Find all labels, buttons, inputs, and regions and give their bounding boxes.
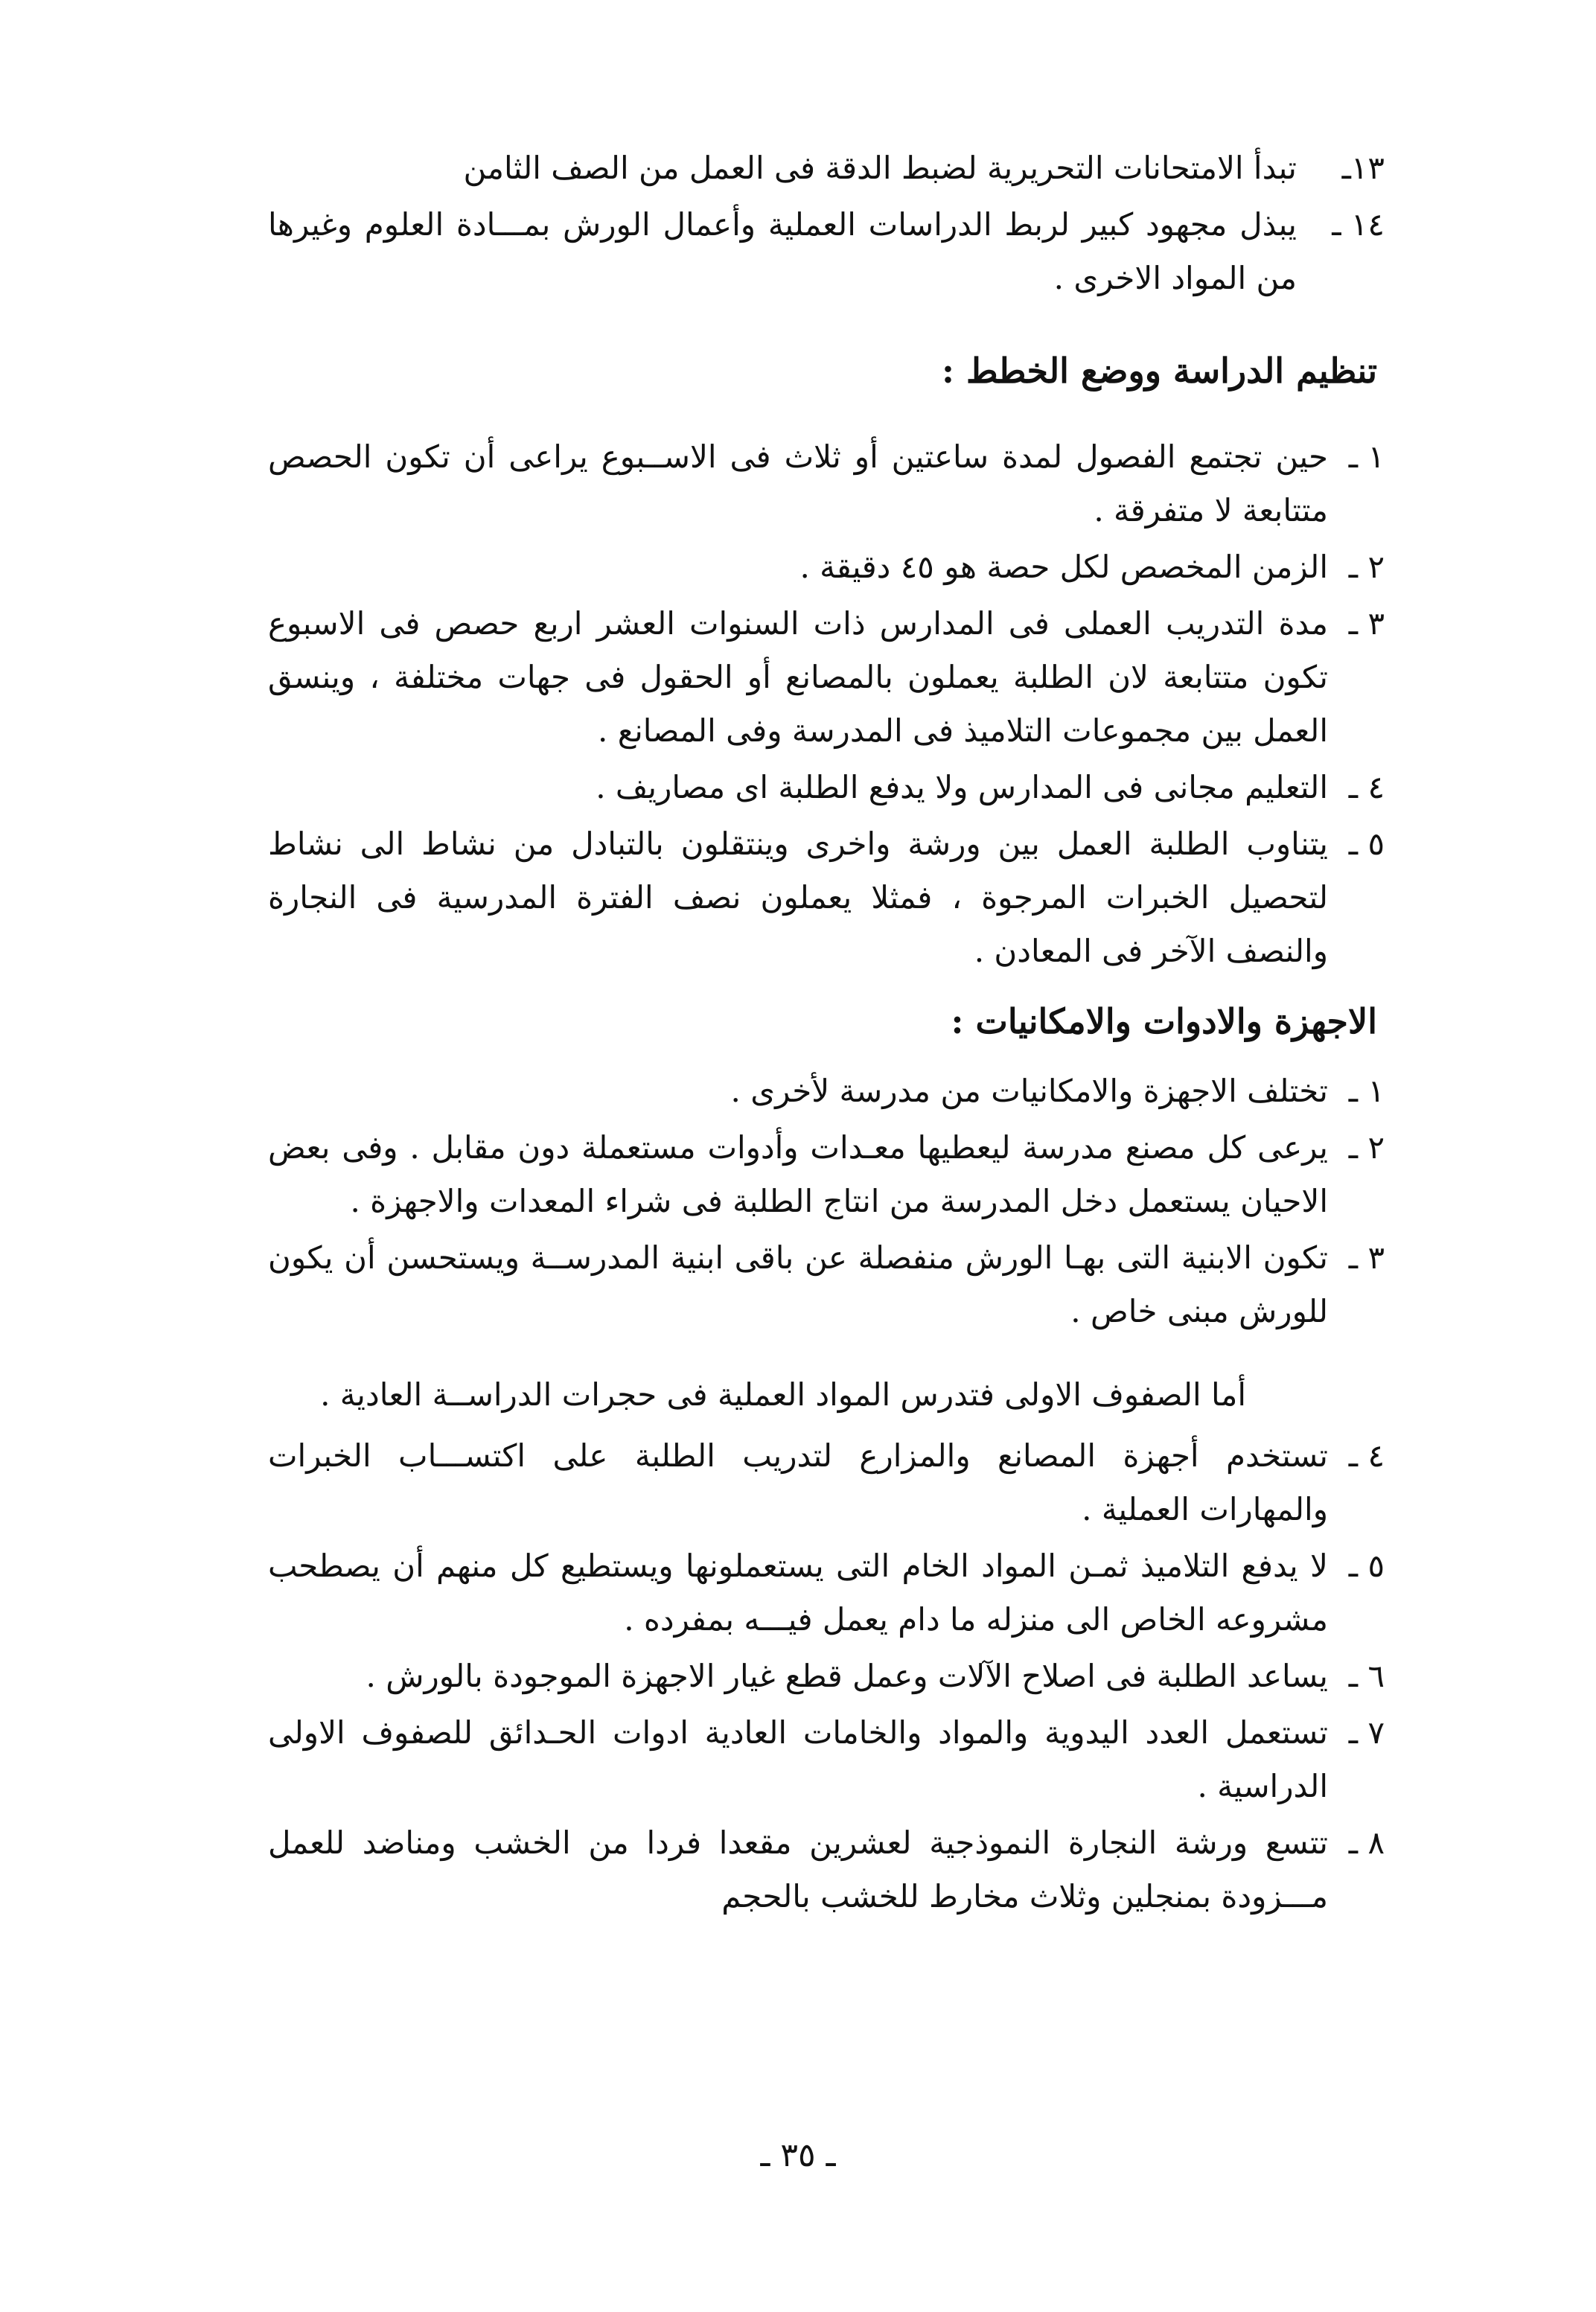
item-number: ٦ ـ xyxy=(1348,1658,1385,1694)
list-item xyxy=(268,1121,1385,1228)
item-number: ٥ ـ xyxy=(1348,1548,1385,1584)
item-text: تختلف الاجهزة والامكانيات من مدرسة لأخرى . xyxy=(730,1073,1328,1109)
list-item xyxy=(268,198,1385,305)
item-number: ١٤ ـ xyxy=(1332,206,1385,243)
list-item xyxy=(268,430,1385,537)
item-text: يرعى كل مصنع مدرسة ليعطيها معـدات وأدوات مستعملة دون مقابل . وفى بعض الاحيان يستعمل دخل المدرسة من انتاج الطلبة فى شراء المعدات والاجهزة . xyxy=(268,1129,1328,1219)
item-text: يبذل مجهود كبير لربط الدراسات العملية وأعمال الورش بمـــادة العلوم وغيرها من المواد الاخرى . xyxy=(268,206,1297,296)
item-text: لا يدفع التلاميذ ثمـن المواد الخام التى يستعملونها ويستطيع كل منهم أن يصطحب مشروعه الخاص الى منزله ما دام يعمل فيـــه بمفرده . xyxy=(268,1548,1328,1638)
item-number: ١ ـ xyxy=(1348,438,1385,475)
list-item xyxy=(268,540,1385,594)
item-text: تبدأ الامتحانات التحريرية لضبط الدقة فى العمل من الصف الثامن xyxy=(463,150,1297,186)
item-text: يتناوب الطلبة العمل بين ورشة واخرى وينتقلون بالتبادل من نشاط الى نشاط لتحصيل الخبرات المرجوة ، فمثلا يعملون نصف الفترة المدرسية فى النجارة والنصف الآخر فى المعادن . xyxy=(268,826,1328,969)
item-text: يساعد الطلبة فى اصلاح الآلات وعمل قطع غيار الاجهزة الموجودة بالورش . xyxy=(366,1658,1328,1694)
list-item xyxy=(268,1816,1385,1923)
item-number: ٥ ـ xyxy=(1348,826,1385,862)
item-text: تتسع ورشة النجارة النموذجية لعشرين مقعدا فردا من الخشب ومناضد للعمل مـــزودة بمنجلين وثلاث مخارط للخشب بالحجم xyxy=(268,1824,1328,1915)
list-item xyxy=(268,761,1385,814)
section-heading-study-organization: تنظيم الدراسة ووضع الخطط : xyxy=(942,351,1377,391)
list-item xyxy=(268,1539,1385,1647)
list-item xyxy=(268,1231,1385,1338)
list-item xyxy=(268,597,1385,758)
item-text: تكون الابنية التى بهـا الورش منفصلة عن باقى ابنية المدرســة ويستحسن أن يكون للورش مبنى خاص . xyxy=(268,1239,1328,1329)
item-number: ١٣ـ xyxy=(1341,150,1385,186)
item-text: مدة التدريب العملى فى المدارس ذات السنوات العشر اربع حصص فى الاسبوع تكون متتابعة لان الطلبة يعملون بالمصانع أو الحقول فى جهات مختلفة ، وينسق العمل بين مجموعات التلاميذ فى المدرسة وفى المصانع . xyxy=(268,605,1328,749)
item-number: ٤ ـ xyxy=(1348,769,1385,805)
item-text: تستعمل العدد اليدوية والمواد والخامات العادية ادوات الحـدائق للصفوف الاولى الدراسية . xyxy=(268,1714,1328,1804)
item-number: ٣ ـ xyxy=(1348,1239,1385,1276)
list-study-organization xyxy=(268,430,1385,978)
item-number: ٧ ـ xyxy=(1348,1714,1385,1751)
list-equipment-b xyxy=(268,1429,1385,1923)
item-text: حين تجتمع الفصول لمدة ساعتين أو ثلاث فى الاســبوع يراعى أن تكون الحصص متتابعة لا متفرقة . xyxy=(268,438,1328,528)
section-heading-equipment: الاجهزة والادوات والامكانيات : xyxy=(951,1001,1377,1041)
document-page xyxy=(268,141,1385,1926)
item-number: ٢ ـ xyxy=(1348,549,1385,585)
item-number: ٢ ـ xyxy=(1348,1129,1385,1166)
item-text: التعليم مجانى فى المدارس ولا يدفع الطلبة اى مصاريف . xyxy=(596,769,1328,805)
item-text: الزمن المخصص لكل حصة هو ٤٥ دقيقة . xyxy=(799,549,1328,585)
list-top xyxy=(268,141,1385,305)
page-number: ـ ٣٥ ـ xyxy=(760,2136,836,2174)
list-item xyxy=(268,817,1385,978)
list-equipment-a xyxy=(268,1064,1385,1338)
body-paragraph: أما الصفوف الاولى فتدرس المواد العملية فى حجرات الدراســة العادية . xyxy=(320,1376,1246,1413)
item-number: ١ ـ xyxy=(1348,1073,1385,1109)
list-item xyxy=(268,1706,1385,1813)
item-text: تستخدم أجهزة المصانع والمزارع لتدريب الطلبة على اكتســـاب الخبرات والمهارات العملية . xyxy=(268,1437,1328,1527)
item-number: ٣ ـ xyxy=(1348,605,1385,642)
list-item xyxy=(268,1650,1385,1703)
item-number: ٤ ـ xyxy=(1348,1437,1385,1474)
item-number: ٨ ـ xyxy=(1348,1824,1385,1861)
list-item xyxy=(268,141,1385,195)
list-item xyxy=(268,1064,1385,1118)
list-item xyxy=(268,1429,1385,1536)
